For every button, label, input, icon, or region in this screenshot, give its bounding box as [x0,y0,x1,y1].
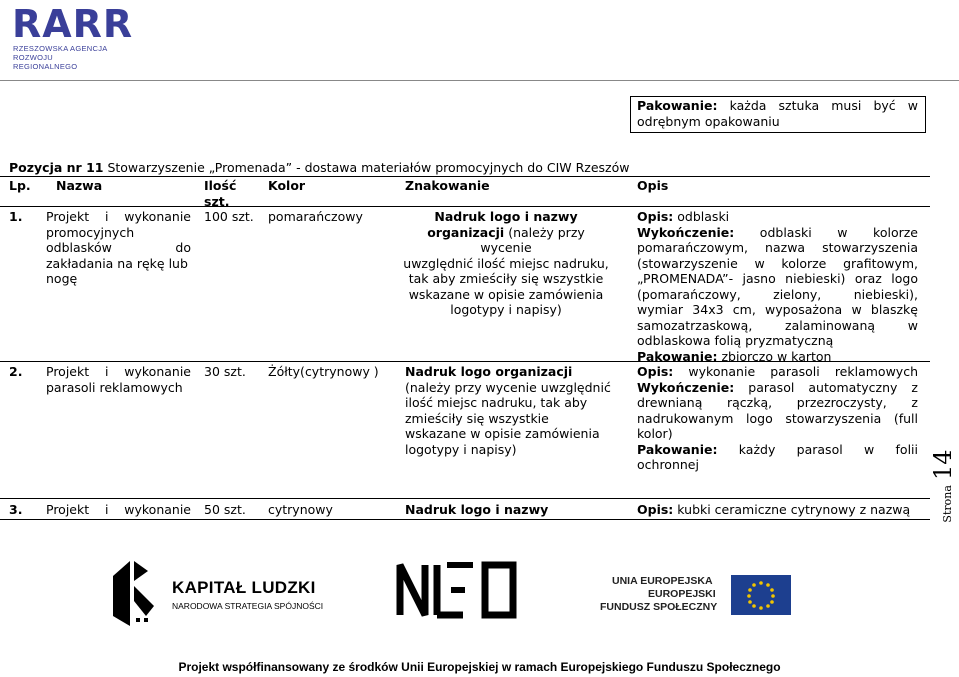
row1-ilosc: 100 szt. [204,209,254,224]
packaging-label: Pakowanie: [637,98,718,113]
page-word: Strona [941,485,954,523]
row1-znak-line: Nadruk logo i nazwy [434,209,578,224]
row2-znak-line: ilość miejsc nadruku, tak aby [405,395,588,410]
row2-znak-line: Nadruk logo organizacji [405,364,573,379]
neo-logo [395,560,520,620]
row1-opis-line: Pakowanie: zbiorczo w karton [637,348,832,364]
row2-opis-line: nadrukowanym logo stowarzyszenia (full [637,410,918,426]
row2-znak-line: zmieściły się wszystkie [405,410,549,426]
row2-znak-line: logotypy i napisy) [405,441,517,457]
rarr-logo [12,2,134,71]
row1-opis-line: odblaskowa folią pryzmatyczną [637,333,834,348]
row1-znak-line: tak aby zmieściły się wszystkie [408,271,604,286]
row2-nazwa-line: Projekt i wykonanie [46,364,191,379]
header-kolor: Kolor [268,178,306,193]
eu-flag-icon [731,575,791,615]
row1-opis-line: „PROMENADA”- jasno niebieski) oraz logo [637,271,918,286]
row2-ilosc: 30 szt. [204,364,246,379]
header-rule [0,80,959,81]
row1-znak-line: logotypy i napisy) [450,302,562,317]
eu-line-1: UNIA EUROPEJSKA [612,575,713,587]
table-top-border [0,176,930,177]
row1-nazwa-line: nogę [46,271,78,286]
row3-ilosc: 50 szt. [204,502,246,517]
row1-znak-line: organizacji (należy przy wycenie [427,224,585,255]
row1-opis-line: (pomarańczowy, zielony, niebieski), [637,286,918,302]
packaging-line-2: odrębnym opakowaniu [637,114,780,129]
row1-nazwa-line: promocyjnych [46,224,135,240]
row1-opis-line: Opis: odblaski [637,209,730,224]
row1-opis [637,209,918,364]
row1-opis-line: wymiar 34x3 cm, wyposażona w blaszkę [637,302,918,317]
row1-kolor: pomarańczowy [268,209,363,224]
header-ilosc: Ilość szt. [204,178,237,209]
row1-lp: 1. [9,209,23,224]
header-lp: Lp. [9,178,31,193]
row1-nazwa [46,209,191,287]
row1-nazwa-line: Projekt i wykonanie [46,209,191,224]
row2-opis-line: drewnianą rączką, przezroczysty, z [637,395,918,410]
table-header-bottom [0,206,930,207]
row1-opis-line: samozatrzaskową, zalaminowaną w [637,317,918,333]
row1-opis-line: (stowarzyszenie w kolorze grafitowym, [637,255,918,271]
row2-opis-line: Opis: wykonanie parasoli reklamowych [637,364,918,379]
position-line [9,160,629,176]
row1-nazwa-line: odblasków do [46,240,191,255]
row2-znak-line: wskazane w opisie zamówienia [405,426,600,441]
eu-line-2: EUROPEJSKI [648,588,716,600]
row3-kolor: cytrynowy [268,502,333,517]
row2-znak-line: (należy przy wycenie uwzględnić [405,379,611,395]
row2-opis [637,364,918,473]
row2-nazwa [46,364,191,395]
row2-opis-line: Wykończenie: parasol automatyczny z [637,379,918,395]
eu-line-3: FUNDUSZ SPOŁECZNY [600,601,718,613]
row1-znak-line: uwzględnić ilość miejsc nadruku, [403,255,609,271]
eu-logo [600,575,840,620]
row2-znakowanie [405,364,620,457]
row2-opis-line: ochronnej [637,457,699,472]
row3-opis: Opis: kubki ceramiczne cytrynowy z nazwą [637,502,911,517]
kl-title: KAPITAŁ LUDZKI [172,578,316,597]
position-prefix: Pozycja nr 11 [9,160,104,175]
table-row2-bottom [0,498,930,499]
row2-kolor: Żółty(cytrynowy ) [268,364,379,379]
packaging-text-1: każda sztuka musi być w [729,98,918,113]
row2-opis-line: Pakowanie: każdy parasol w folii [637,441,918,457]
kl-emblem-icon [108,556,158,628]
row2-opis-line: kolor) [637,426,673,441]
row3-znakowanie: Nadruk logo i nazwy [405,502,549,517]
row1-nazwa-line: zakładania na rękę lub [46,255,188,271]
row1-opis-line: pomarańczowym, nazwa stowarzyszenia [637,240,918,255]
rarr-logo-subtitle-1: RZESZOWSKA AGENCJA [13,44,108,53]
kapital-ludzki-logo [108,556,348,631]
header-opis: Opis [637,178,669,193]
row1-opis-line: Wykończenie: odblaski w kolorze [637,224,918,240]
page-num: 14 [929,449,957,480]
row2-lp: 2. [9,364,23,379]
row3-lp: 3. [9,502,23,517]
page-number [918,446,959,526]
neo-logo-icon [395,560,520,620]
row3-nazwa: Projekt i wykonanie [46,502,191,517]
rarr-logo-word: RARR [12,2,134,46]
row1-znak-line: wskazane w opisie zamówienia [408,286,604,302]
footer-text: Projekt współfinansowany ze środków Unii Europejskiej w ramach Europejskiego Funduszu Społecznego [178,660,781,674]
header-nazwa: Nazwa [56,178,103,193]
position-text: Stowarzyszenie „Promenada” - dostawa materiałów promocyjnych do CIW Rzeszów [107,160,630,175]
kl-subtitle: NARODOWA STRATEGIA SPÓJNOŚCI [172,601,324,611]
row1-znakowanie [400,209,612,318]
rarr-logo-subtitle-2: ROZWOJU REGIONALNEGO [13,53,78,71]
row2-nazwa-line: parasoli reklamowych [46,379,183,395]
table-bottom-border [0,519,930,520]
header-znakowanie: Znakowanie [405,178,490,193]
packaging-line-1 [637,98,918,114]
